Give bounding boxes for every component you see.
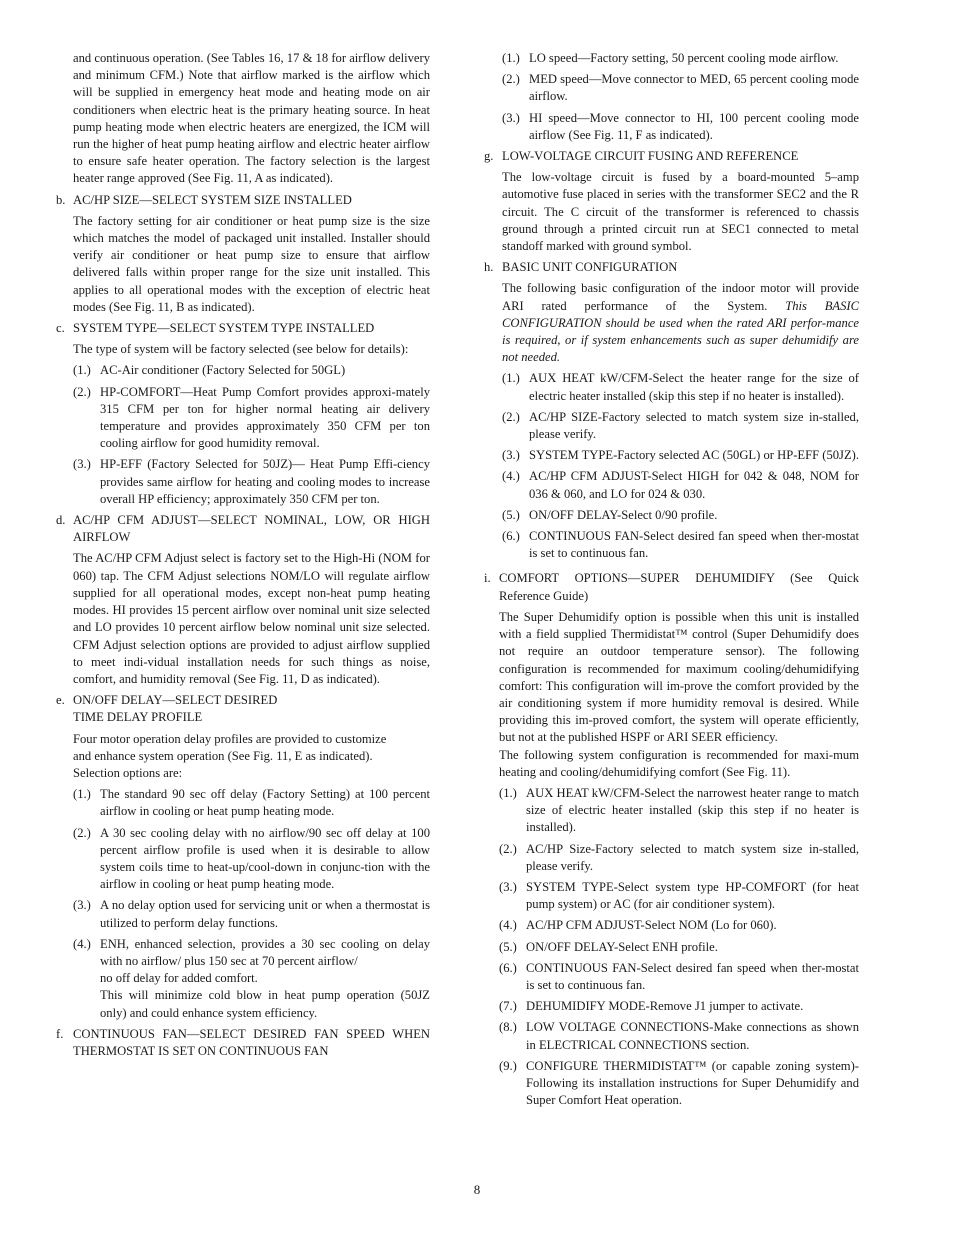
item-text: AC/HP Size-Factory selected to match system size in-stalled, please verify. bbox=[526, 841, 859, 873]
page-number: 8 bbox=[473, 1182, 481, 1197]
section-title: SYSTEM TYPE—SELECT SYSTEM TYPE INSTALLED bbox=[73, 321, 375, 336]
body-line: Four motor operation delay profiles are provided to customize bbox=[73, 731, 387, 746]
item-text-line: ENH, enhanced selection, provides a 30 sec cooling on delay with no airflow/ plus 150 sec at 70 percent airflow/ bbox=[100, 936, 430, 968]
item-number: (1.) bbox=[499, 785, 517, 800]
item-text: A no delay option used for servicing unit or when a thermostat is utilized to perform delay functions. bbox=[100, 898, 430, 930]
item-text-line: no off delay for added comfort. bbox=[100, 971, 258, 986]
item-text: ON/OFF DELAY-Select ENH profile. bbox=[526, 939, 718, 954]
list-item bbox=[56, 362, 430, 379]
section-c-body: The type of system will be factory selected (see below for details): bbox=[73, 342, 409, 357]
item-text: AUX HEAT kW/CFM-Select the heater range for the size of electric heater installed (skip this step if no heater is installed). bbox=[529, 371, 859, 403]
item-text: CONTINUOUS FAN-Select desired fan speed when ther-mostat is set to continuous fan. bbox=[526, 960, 859, 992]
section-title: AC/HP CFM ADJUST—SELECT NOMINAL, LOW, OR HIGH AIRFLOW bbox=[73, 513, 430, 545]
list-item bbox=[484, 507, 859, 524]
list-item bbox=[56, 786, 430, 820]
section-i-body: The Super Dehumidify option is possible when this unit is installed with a field supplied Thermidistat™ control (Super Dehumidify does not require an outdoor temperature sensor). The following configuration is recommended for maximum cooling/dehumidifying comfort: This configuration will im-prove the comfort provided by the air conditioning system if more humidity removal is desired. While providing this im-proved comfort, the system will operate efficiently, but not at the published HSPF or ARI SEER efficiency. bbox=[499, 609, 859, 745]
section-letter: g. bbox=[484, 149, 494, 164]
section-title: LOW-VOLTAGE CIRCUIT FUSING AND REFERENCE bbox=[502, 149, 799, 164]
section-title: BASIC UNIT CONFIGURATION bbox=[502, 260, 678, 275]
item-text: AC/HP CFM ADJUST-Select NOM (Lo for 060). bbox=[526, 918, 777, 933]
item-text: The standard 90 sec off delay (Factory Setting) at 100 percent airflow in cooling or heat pump heating mode. bbox=[100, 787, 430, 819]
list-item bbox=[484, 110, 859, 144]
item-text: CONTINUOUS FAN-Select desired fan speed when ther-mostat is set to continuous fan. bbox=[529, 529, 859, 561]
list-item bbox=[56, 456, 430, 508]
item-number: (1.) bbox=[73, 363, 91, 378]
item-number: (3.) bbox=[502, 110, 520, 125]
item-number: (8.) bbox=[499, 1020, 517, 1035]
item-text: LO speed—Factory setting, 50 percent cooling mode airflow. bbox=[529, 51, 839, 65]
item-text: CONFIGURE THERMIDISTAT™ (or capable zoning system)-Following its installation instructions for Super Dehumidify and Super Comfort Heat operation. bbox=[526, 1058, 859, 1108]
list-item bbox=[484, 939, 859, 956]
item-text: HP-EFF (Factory Selected for 50JZ)— Heat Pump Effi-ciency provides same airflow for heating and cooling modes to increase overall HP efficiency; approximately 350 CFM per ton. bbox=[100, 457, 430, 506]
list-item bbox=[484, 917, 859, 934]
item-text: HI speed—Move connector to HI, 100 percent cooling mode airflow (See Fig. 11, F as indicated). bbox=[529, 110, 859, 142]
list-item bbox=[56, 897, 430, 931]
item-text: HP-COMFORT—Heat Pump Comfort provides approxi-mately 315 CFM per ton for higher normal heating air delivery temperature and provides approximately 350 CFM per ton cooling airflow for good humidity removal. bbox=[100, 384, 430, 451]
item-number: (6.) bbox=[502, 529, 520, 544]
item-number: (2.) bbox=[502, 409, 520, 424]
item-number: (2.) bbox=[73, 384, 91, 399]
item-number: (1.) bbox=[502, 371, 520, 386]
section-title-line: ON/OFF DELAY—SELECT DESIRED bbox=[73, 693, 278, 708]
list-item bbox=[484, 1019, 859, 1053]
item-number: (1.) bbox=[73, 787, 91, 802]
item-text: SYSTEM TYPE-Select system type HP-COMFORT (for heat pump system) or AC (for air conditioner system). bbox=[526, 879, 859, 912]
section-b-body: The factory setting for air conditioner or heat pump size is the size which matches the model of packaged unit installed. Installer should verify air conditioner or heat pump size to ensure that airflow delivered falls within proper range for the size unit installed. This applies to all operational modes with the exception of electric heat modes (See Fig. 11, B as indicated). bbox=[73, 213, 430, 314]
item-number: (3.) bbox=[73, 457, 91, 472]
item-text-line: This will minimize cold blow in heat pump operation (50JZ only) and could enhance system efficiency. bbox=[100, 988, 430, 1020]
item-text: DEHUMIDIFY MODE-Remove J1 jumper to activate. bbox=[526, 999, 804, 1014]
item-text: ON/OFF DELAY-Select 0/90 profile. bbox=[529, 507, 718, 522]
item-text: AC/HP SIZE-Factory selected to match system size in-stalled, please verify. bbox=[529, 409, 859, 442]
item-number: (4.) bbox=[502, 469, 520, 484]
list-item bbox=[56, 936, 430, 1022]
item-number: (9.) bbox=[499, 1058, 517, 1073]
section-h-heading bbox=[484, 259, 859, 276]
item-number: (2.) bbox=[502, 72, 520, 87]
section-i-body-2: The following system configuration is recommended for maxi-mum heating and cooling/dehumidifying comfort (See Fig. 11). bbox=[499, 747, 859, 779]
item-number: (3.) bbox=[502, 448, 520, 463]
list-item bbox=[484, 960, 859, 994]
item-number: (6.) bbox=[499, 960, 517, 975]
section-letter: d. bbox=[56, 513, 66, 528]
section-title: AC/HP SIZE—SELECT SYSTEM SIZE INSTALLED bbox=[73, 192, 352, 207]
section-letter: e. bbox=[56, 693, 65, 708]
item-number: (7.) bbox=[499, 999, 517, 1014]
section-title: CONTINUOUS FAN—SELECT DESIRED FAN SPEED WHEN THERMOSTAT IS SET ON CONTINUOUS FAN bbox=[73, 1026, 430, 1058]
item-text: SYSTEM TYPE-Factory selected AC (50GL) or HP-EFF (50JZ). bbox=[529, 448, 859, 463]
intro-paragraph: and continuous operation. (See Tables 16, 17 & 18 for airflow delivery and minimum CFM.) Note that airflow marked is the airflow which will be supplied in emergency heat mode and heating mode on air conditioners when electric heat is the primary heating source. In heat pump heating mode when electric heaters are energized, the ICM will run the higher of heat pump heating airflow and electric heater airflow to ensure safe heater operation. The factory selection is the largest heater range approved (See Fig. 11, A as indicated). bbox=[73, 51, 430, 186]
item-number: (3.) bbox=[499, 879, 517, 894]
list-item bbox=[484, 1058, 859, 1110]
section-b-heading bbox=[56, 192, 430, 209]
list-item bbox=[484, 528, 859, 562]
item-number: (2.) bbox=[73, 825, 91, 840]
section-letter: f. bbox=[56, 1026, 64, 1041]
item-number: (5.) bbox=[499, 939, 517, 954]
item-number: (4.) bbox=[499, 918, 517, 933]
section-h-body bbox=[484, 280, 859, 366]
section-title: COMFORT OPTIONS—SUPER DEHUMIDIFY (See Quick Reference Guide) bbox=[499, 571, 859, 603]
item-text: MED speed—Move connector to MED, 65 percent cooling mode airflow. bbox=[529, 72, 859, 104]
section-g-heading bbox=[484, 148, 859, 165]
section-letter: h. bbox=[484, 260, 494, 275]
section-title bbox=[73, 692, 430, 726]
item-number: (1.) bbox=[502, 51, 520, 65]
section-title-line: TIME DELAY PROFILE bbox=[73, 710, 203, 725]
section-g-body: The low-voltage circuit is fused by a board-mounted 5–amp automotive fuse placed in series with the transformer SEC2 and the R circuit. The C circuit of the transformer is referenced to chassis ground through a printed circuit run at SEC1 connected to metal standoff marked with ground symbol. bbox=[502, 170, 859, 254]
list-item bbox=[484, 841, 859, 875]
list-item bbox=[484, 468, 859, 502]
body-line: and enhance system operation (See Fig. 11, E as indicated). bbox=[73, 748, 373, 763]
list-item bbox=[484, 370, 859, 404]
item-text: LOW VOLTAGE CONNECTIONS-Make connections as shown in ELECTRICAL CONNECTIONS section. bbox=[526, 1020, 859, 1052]
list-item bbox=[484, 50, 859, 67]
body-text: The following basic configuration of the indoor motor will provide ARI rated performance of the System. bbox=[502, 281, 859, 313]
item-number: (2.) bbox=[499, 841, 517, 856]
section-e-body bbox=[56, 731, 430, 783]
item-text: AUX HEAT kW/CFM-Select the narrowest heater range to match size of electric heater installed (skip this step if no heater is installed). bbox=[526, 785, 859, 835]
item-number: (5.) bbox=[502, 507, 520, 522]
list-item bbox=[484, 409, 859, 443]
section-letter: i. bbox=[484, 571, 491, 586]
section-d-body: The AC/HP CFM Adjust select is factory set to the High-Hi (NOM for 060) tap. The CFM Adjust selections NOM/LO will regulate airflow supplied for all operational modes, except non-heat pump heating modes. HI provides 15 percent airflow over nominal unit size selected and LO provides 10 percent airflow below nominal unit size selected. CFM Adjust selection options are provided to adjust airflow supplied to meet indi-vidual installation needs for such things as noise, comfort, and humidity removal (See Fig. 11, D as indicated). bbox=[73, 551, 430, 686]
list-item bbox=[56, 825, 430, 894]
item-text: AC-Air conditioner (Factory Selected for 50GL) bbox=[100, 363, 346, 378]
section-f-heading bbox=[56, 1026, 430, 1060]
right-column bbox=[484, 50, 859, 1109]
list-item bbox=[484, 998, 859, 1015]
list-item bbox=[484, 785, 859, 837]
list-item bbox=[484, 447, 859, 464]
body-line: Selection options are: bbox=[73, 765, 183, 780]
list-item bbox=[484, 879, 859, 913]
list-item bbox=[56, 384, 430, 453]
item-text: A 30 sec cooling delay with no airflow/90 sec off delay at 100 percent airflow profile is used when it is desirable to allow system coils time to heat-up/cool-down in conjunc-tion with the airflow in cooling or heat pump heating mode. bbox=[100, 825, 430, 892]
list-item bbox=[484, 71, 859, 105]
item-number: (3.) bbox=[73, 898, 91, 913]
item-text bbox=[100, 936, 430, 1022]
section-c-heading bbox=[56, 320, 430, 337]
section-letter: c. bbox=[56, 321, 65, 336]
section-letter: b. bbox=[56, 192, 66, 207]
item-number: (4.) bbox=[73, 936, 91, 951]
section-e-heading bbox=[56, 692, 430, 726]
item-text: AC/HP CFM ADJUST-Select HIGH for 042 & 048, NOM for 036 & 060, and LO for 024 & 030. bbox=[529, 469, 859, 501]
section-i-heading bbox=[484, 570, 859, 604]
section-d-heading bbox=[56, 512, 430, 546]
left-column bbox=[56, 50, 430, 1060]
body-emphasis: This BASIC CONFIGURATION should be used when the rated ARI perfor-mance is required, or if system enhancements such as super dehumidify are not needed. bbox=[502, 298, 859, 365]
